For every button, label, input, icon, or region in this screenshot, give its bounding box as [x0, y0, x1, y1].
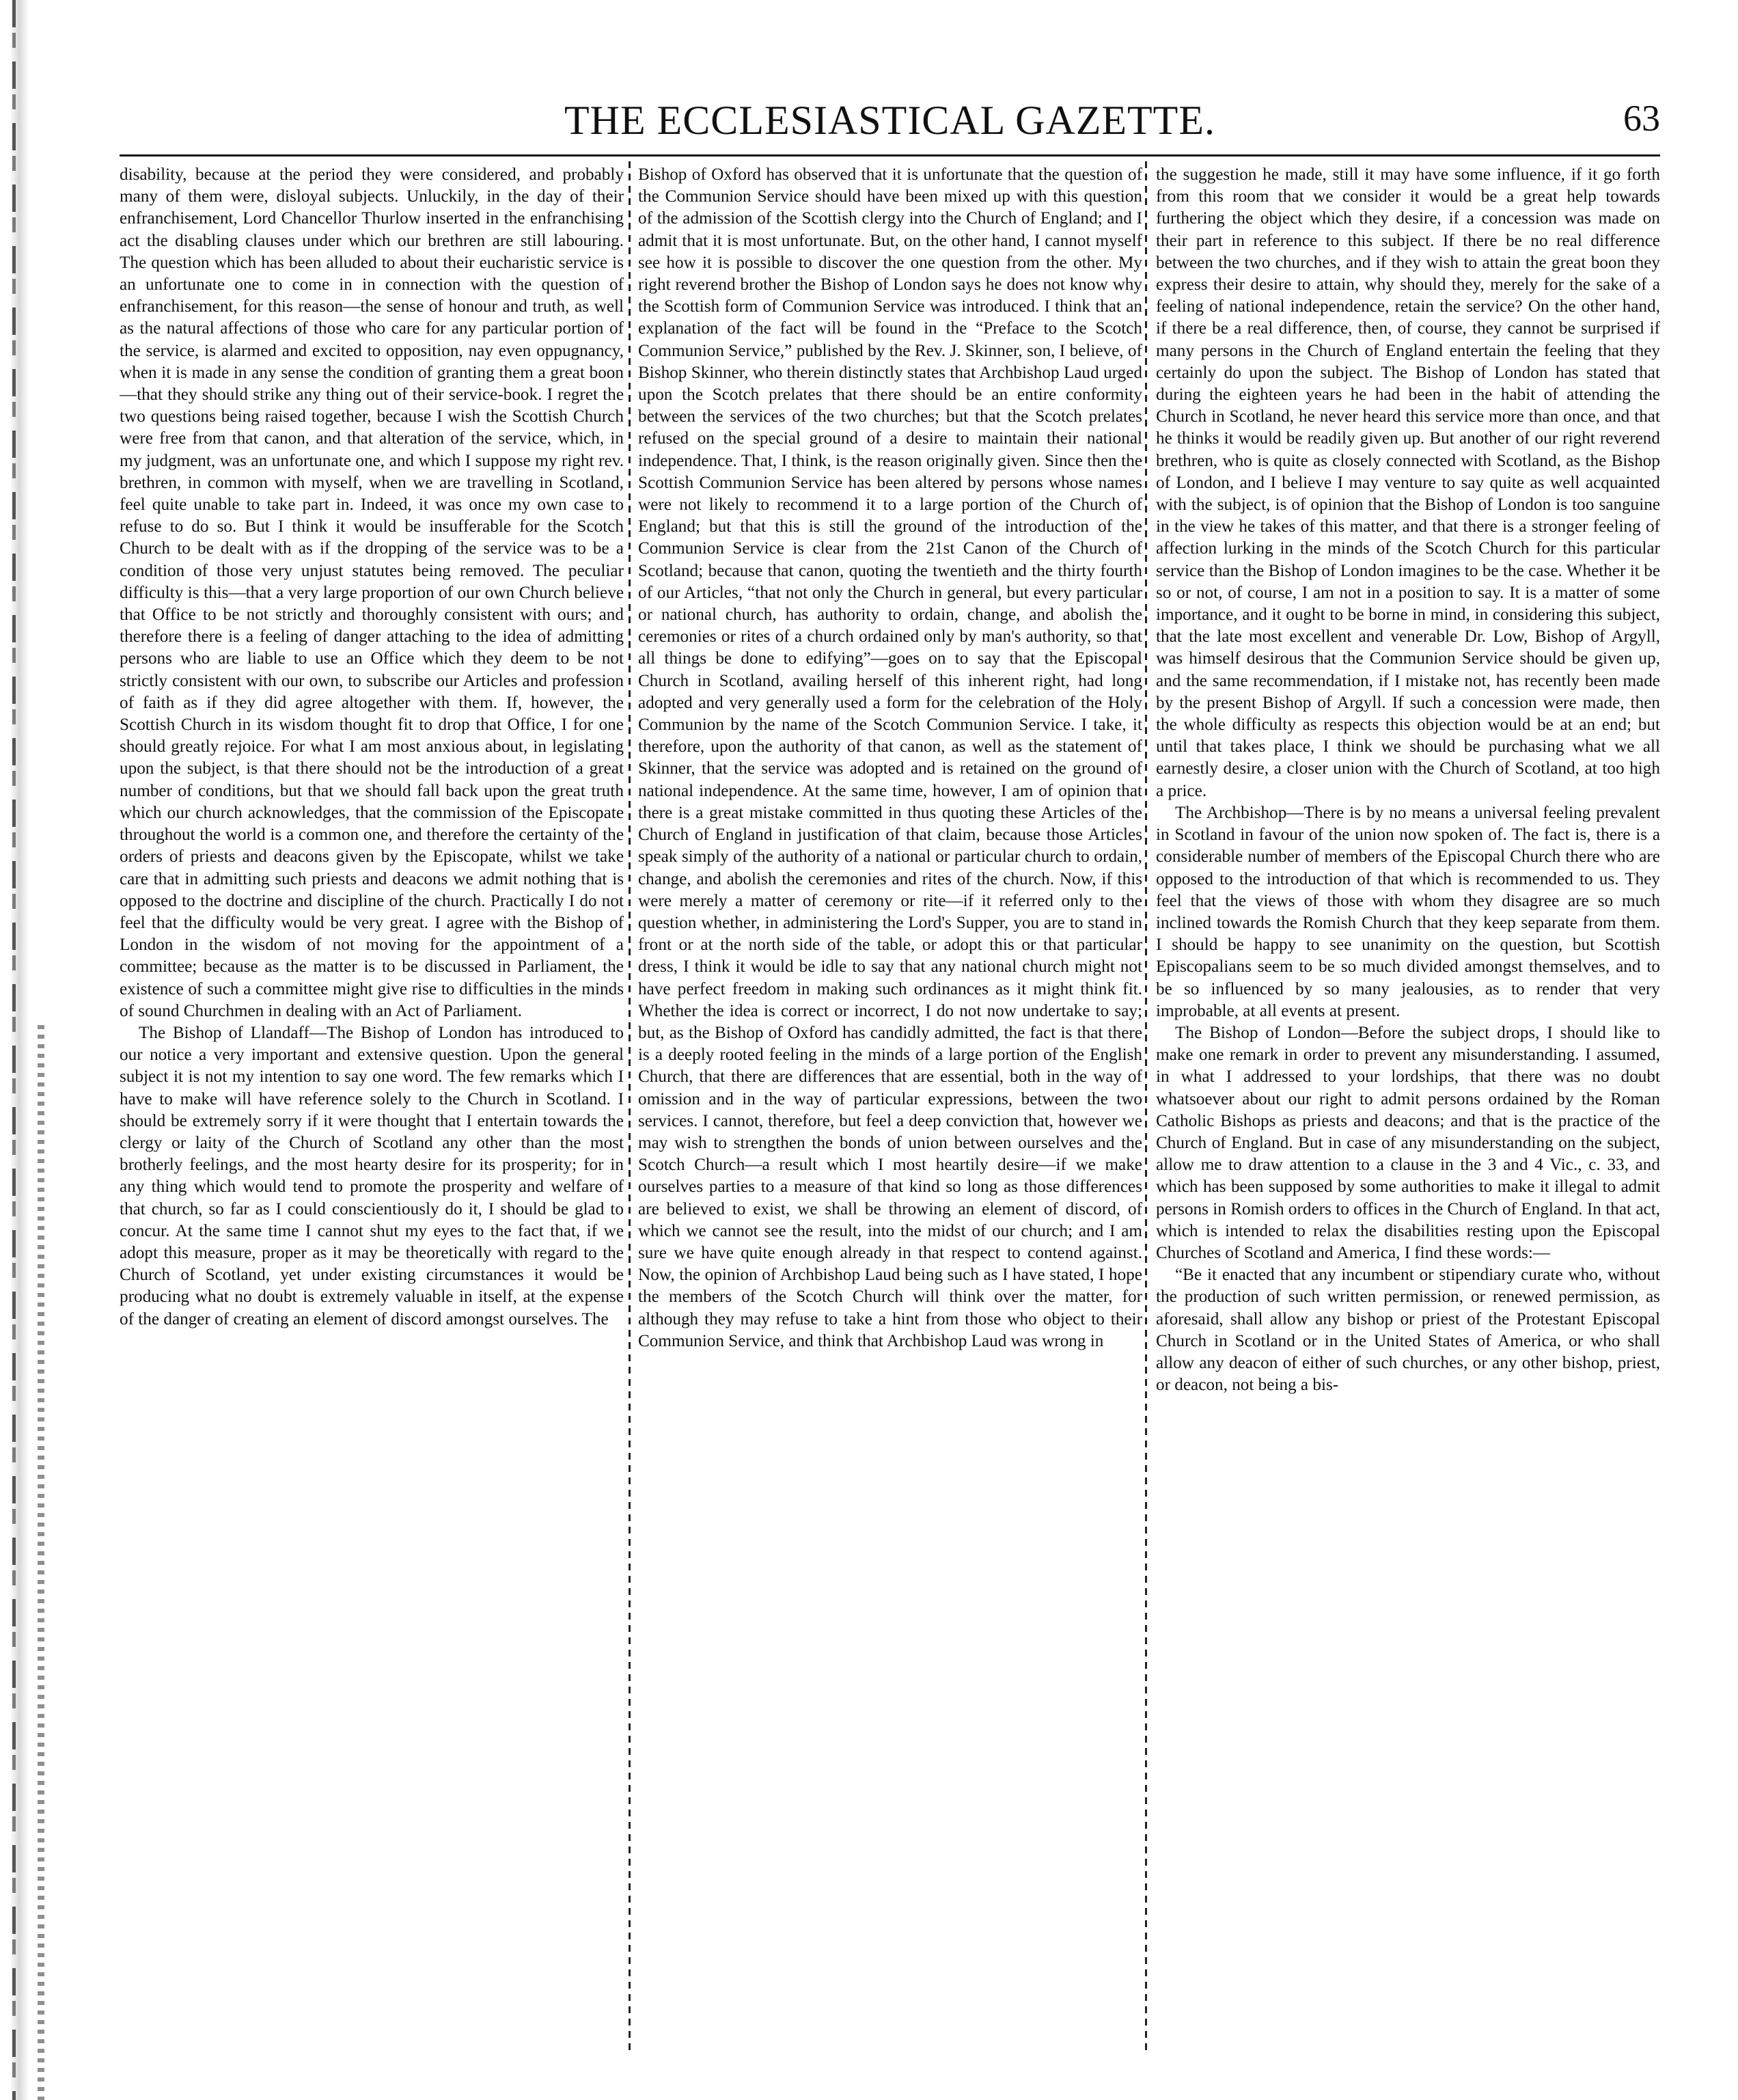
paragraph: The Archbishop—There is by no means a universal feeling prevalent in Scotland in favour of the union now spoken of. The fact is, there is a considerable number of members of the Episcopal Church there who are opposed to the introduction of that which is recommended to us. They feel that the views of those with whom they disagree are so much inclined towards the Romish Church that they keep separate from them. I should be happy to see unanimity on the question, but Scottish Episcopalians seem to be so much divided amongst themselves, and to be so influenced by so many jealousies, as to render that very improbable, at all events at present. — [1156, 803, 1660, 1020]
paragraph: the suggestion he made, still it may have some influence, if it go forth from this room that we consider it would be a great help towards furthering the object which they desire, if a concession was made on their part in reference to this subject. If there be no real difference between the two churches, and if they wish to attain the great boon they express their desire to attain, why should they, merely for the sake of a feeling of national independence, retain the service? On the other hand, if there be a real difference, then, of course, they cannot be surprised if many persons in the Church of England entertain the feeling that they certainly do upon the subject. The Bishop of London has stated that during the eighteen years he had been in the habit of attending the Church in Scotland, he never heard this service more than once, and that he thinks it would be readily given up. But another of our right reverend brethren, who is quite as closely connected with Scotland, as the Bishop of London, and I believe I may venture to say quite as well acquainted with the subject, is of opinion that the Bishop of London is too sanguine in the view he takes of this matter, and that there is a stronger feeling of affection lurking in the minds of the Scotch Church for this particular service than the Bishop of London imagines to be the case. Whether it be so or not, of course, I am not in a position to say. It is a matter of some importance, and it ought to be borne in mind, in considering this subject, that the late most excellent and venerable Dr. Low, Bishop of Argyll, was himself desirous that the Communion Service should be given up, and the same recommendation, if I mistake not, has recently been made by the present Bishop of Argyll. If such a concession were made, then the whole difficulty as respects this objection would be at an end; but until that takes place, I think we should be purchasing what we all earnestly desire, a closer union with the Church of Scotland, at too high a price. — [1156, 165, 1660, 800]
paragraph: “Be it enacted that any incumbent or stipendiary curate who, without the production of such written permission, or renewed permission, as aforesaid, shall allow any bishop or priest of the Protestant Episcopal Church in Scotland or in the United States of America, or who shall allow any deacon of either of such churches, or any other bishop, priest, or deacon, not being a bis- — [1156, 1266, 1660, 1395]
page-edge — [0, 0, 48, 2100]
masthead: THE ECCLESIASTICAL GAZETTE. — [564, 98, 1215, 143]
paragraph: The Bishop of London—Before the subject drops, I should like to make one remark in order to prevent any misunderstanding. I assumed, in what I addressed to your lordships, that there was no doubt whatsoever about our right to admit persons ordained by the Roman Catholic Bishops as priests and deacons; and that is the practice of the Church of England. But in case of any misunderstanding on the subject, allow me to draw attention to a clause in the 3 and 4 Vic., c. 33, and which has been supposed by some authorities to make it illegal to admit persons in Romish orders to offices in the Church of England. In that act, which is intended to relax the disabilities resting upon the Episcopal Churches of Scotland and America, I find these words:— — [1156, 1023, 1660, 1262]
column-divider — [629, 161, 631, 2054]
paragraph: The Bishop of Llandaff—The Bishop of London has introduced to our notice a very important and extensive question. Upon the general subject it is not my intention to say one word. The few remarks which I have to make will have reference solely to the Church in Scotland. I should be extremely sorry if it were thought that I entertain towards the clergy or laity of the Church of Scotland any other than the most brotherly feelings, and the most hearty desire for its prosperity; for in any thing which would tend to promote the prosperity and welfare of that church, so far as I could conscientiously do it, I should be glad to concur. At the same time I cannot shut my eyes to the fact that, if we adopt this measure, proper as it may be theoretically with regard to the Church of Scotland, yet under existing circumstances it would be producing what no doubt is extremely valuable in itself, at the expense of the danger of creating an element of discord amongst ourselves. The — [120, 1023, 624, 1328]
header-rule — [120, 154, 1660, 156]
page-header — [120, 93, 1660, 149]
column-3 — [1156, 164, 1660, 2036]
column-2 — [638, 164, 1142, 2036]
column-1 — [120, 164, 624, 2036]
paragraph: Bishop of Oxford has observed that it is unfortunate that the question of the Communion Service should have been mixed up with this question of the admission of the Scottish clergy into the Church of England; and I admit that it is most unfortunate. But, on the other hand, I cannot myself see how it is possible to discover the one question from the other. My right reverend brother the Bishop of London says he does not know why the Scottish form of Communion Service was introduced. I think that an explanation of the fact will be found in the “Preface to the Scotch Communion Service,” published by the Rev. J. Skinner, son, I believe, of Bishop Skinner, who therein distinctly states that Archbishop Laud urged upon the Scotch prelates that there should be an entire conformity between the services of the two churches; but that the Scotch prelates refused on the special ground of a desire to maintain their national independence. That, I think, is the reason originally given. Since then the Scottish Communion Service has been altered by persons whose names were not likely to recommend it to a large portion of the Church of England; but that this is still the ground of the introduction of the Communion Service is clear from the 21st Canon of the Church of Scotland; because that canon, quoting the twentieth and the thirty fourth of our Articles, “that not only the Church in general, but every particular or national church, has authority to ordain, change, and abolish the ceremonies or rites of a church ordained only by man's authority, so that all things be done to edifying”—goes on to say that the Episcopal Church in Scotland, availing herself of this inherent right, had long adopted and very generally used a form for the celebration of the Holy Communion by the name of the Scotch Communion Service. I take, it therefore, upon the authority of that canon, as well as the statement of Skinner, that the service was adopted and is retained on the ground of national independence. At the same time, however, I am of opinion that there is a great mistake committed in thus quoting these Articles of the Church of England in justification of that claim, because those Articles speak simply of the authority of a national or particular church to ordain, change, and abolish the ceremonies and rites of the church. Now, if this were merely a matter of ceremony or rite—if it referred only to the question whether, in administering the Lord's Supper, you are to stand in front or at the north side of the table, or adopt this or that particular dress, I think it would be idle to say that any national church might not have perfect freedom in making such ordinances as it might think fit. Whether the idea is correct or incorrect, I do not now undertake to say; but, as the Bishop of Oxford has candidly admitted, the fact is that there is a deeply rooted feeling in the minds of a large portion of the English Church, that there are differences that are essential, both in the way of omission and in the way of particular expressions, between the two services. I cannot, therefore, but feel a deep conviction that, however we may wish to strengthen the bonds of union between ourselves and the Scotch Church—a result which I most heartily desire—if we make ourselves parties to a measure of that kind so long as those differences are believed to exist, we shall be throwing an element of discord, of which we cannot see the result, into the midst of our church; and I am sure we have quite enough already in that respect to contend against. Now, the opinion of Archbishop Laud being such as I have stated, I hope the members of the Scotch Church will think over the matter, for although they may refuse to take a hint from those who object to their Communion Service, and think that Archbishop Laud was wrong in — [638, 165, 1142, 1350]
column-divider — [1145, 161, 1147, 2054]
page-number: 63 — [1623, 98, 1660, 139]
paragraph: disability, because at the period they were considered, and probably many of them were, disloyal subjects. Unluckily, in the day of their enfranchisement, Lord Chancellor Thurlow inserted in the enfranchising act the disabling clauses under which our brethren are still labouring. The question which has been alluded to about their eucharistic service is an unfortunate one to come in in connection with the question of enfranchisement, for this reason—the sense of honour and truth, as well as the natural affections of those who care for any particular portion of the service, is alarmed and excited to opposition, nay even oppugnancy, when it is made in any sense the condition of granting them a great boon—that they should strike any thing out of their service-book. I regret the two questions being raised together, because I wish the Scottish Church were free from that canon, and that alteration of the service, which, in my judgment, was an unfortunate one, and which I suppose my right rev. brethren, in common with myself, when we are travelling in Scotland, feel quite unable to take part in. Indeed, it was once my own case to refuse to do so. But I think it would be insufferable for the Scotch Church to be dealt with as if the dropping of the service was to be a condition of those very unjust statutes being removed. The peculiar difficulty is this—that a very large proportion of our own Church believe that Office to be not strictly and thoroughly consistent with ours; and therefore there is a feeling of danger attaching to the idea of admitting persons who are liable to use an Office which they deem to be not strictly consistent with our own, to subscribe our Articles and profession of faith as if they did agree altogether with them. If, however, the Scottish Church in its wisdom thought fit to drop that Office, I for one should greatly rejoice. For what I am most anxious about, in legislating upon the subject, is that there should not be the introduction of a great number of conditions, but that we should fall back upon the great truth which our church acknowledges, that the commission of the Episcopate throughout the world is a common one, and therefore the certainty of the orders of priests and deacons given by the Episcopate, whilst we take care that in admitting such priests and deacons we admit nothing that is opposed to the doctrine and discipline of the church. Practically I do not feel that the difficulty would be very great. I agree with the Bishop of London in the wisdom of not moving for the appointment of a committee; because as the matter is to be discussed in Parliament, the existence of such a committee might give rise to difficulties in the minds of sound Churchmen in dealing with an Act of Parliament. — [120, 165, 624, 1020]
